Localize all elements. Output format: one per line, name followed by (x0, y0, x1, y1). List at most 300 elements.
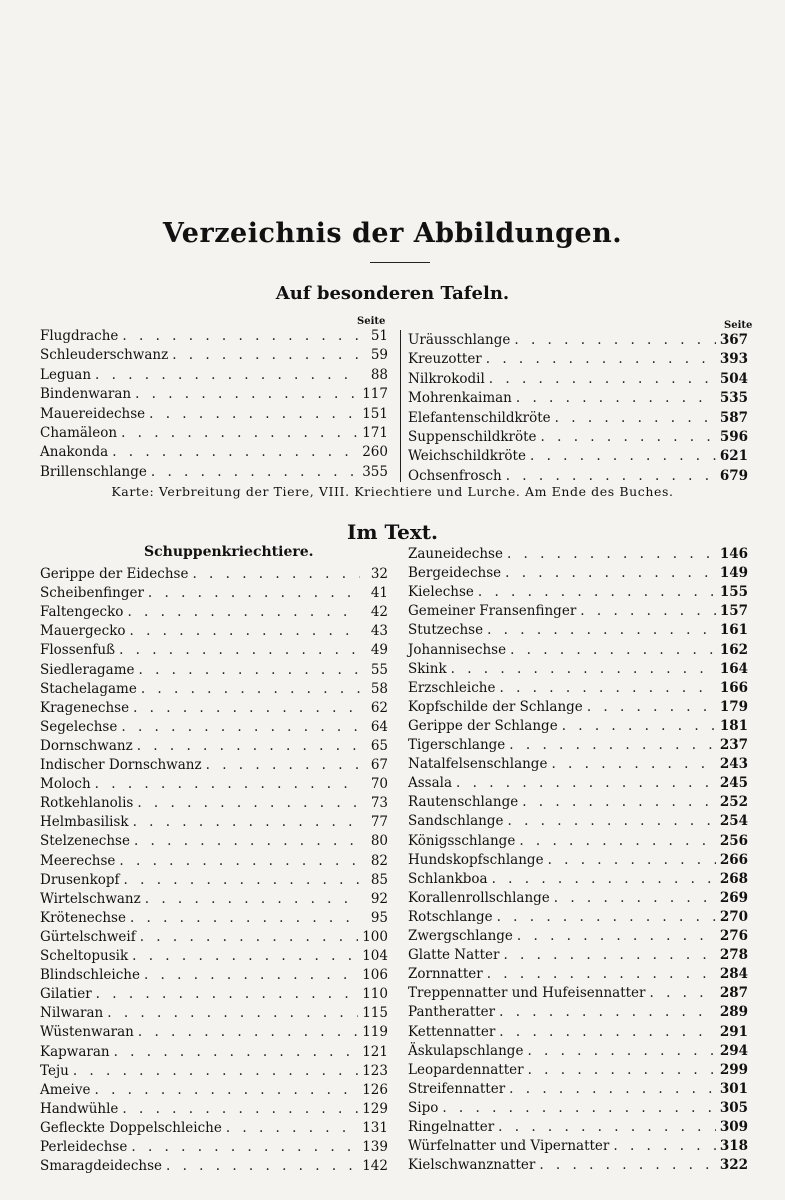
entry-label: Glatte Natter (408, 947, 500, 964)
entry-page-number: 309 (719, 1119, 748, 1135)
entry-page-number: 117 (362, 386, 388, 403)
entry-page-number: 621 (719, 448, 748, 465)
entry-page-number: 104 (362, 948, 388, 964)
entry-label: Schleuderschwanz (40, 347, 169, 364)
list-item (408, 1061, 748, 1080)
entry-label: Natalfelsenschlange (408, 756, 548, 773)
dot-leader (580, 602, 716, 621)
entry-page-number: 161 (719, 622, 748, 639)
entry-label: Wirtelschwanz (40, 890, 141, 907)
list-item (40, 603, 388, 622)
column-divider (400, 330, 401, 482)
entry-label: Kragenechse (40, 699, 130, 716)
list-item (408, 793, 748, 812)
entry-page-number: 318 (719, 1138, 748, 1155)
dot-leader (522, 793, 716, 812)
entry-label: Würfelnatter und Vipernatter (408, 1138, 610, 1155)
title-rule (370, 262, 430, 263)
entry-page-number: 65 (370, 737, 388, 754)
dot-leader (131, 1138, 358, 1157)
entry-label: Siedleragame (40, 661, 135, 678)
list-item (408, 1156, 748, 1175)
dot-leader (149, 405, 358, 424)
entry-label: Zwergschlange (408, 928, 513, 944)
entry-label: Elefantenschildkröte (408, 409, 551, 426)
entry-page-number: 64 (370, 718, 388, 735)
list-item (40, 775, 388, 794)
dot-leader (498, 1118, 716, 1137)
entry-page-number: 51 (370, 328, 388, 344)
entry-page-number: 106 (362, 967, 388, 984)
list-item (408, 870, 748, 889)
list-item (40, 985, 388, 1004)
dot-leader (510, 641, 716, 660)
list-item (40, 584, 388, 603)
dot-leader (503, 946, 715, 965)
dot-leader (121, 718, 360, 737)
entry-label: Dornschwanz (40, 737, 133, 754)
dot-leader (508, 812, 716, 831)
entry-page-number: 82 (370, 852, 388, 869)
entry-label: Streifennatter (408, 1080, 506, 1097)
entry-page-number: 115 (362, 1005, 388, 1022)
list-item (40, 1081, 388, 1100)
entry-page-number: 131 (362, 1119, 388, 1136)
entry-page-number: 252 (719, 794, 748, 811)
dot-leader (527, 1042, 715, 1061)
list-item (408, 927, 748, 946)
dot-leader (130, 622, 360, 641)
entry-page-number: 245 (719, 775, 748, 792)
entry-label: Gilatier (40, 986, 92, 1003)
entry-page-number: 322 (719, 1157, 748, 1174)
dot-leader (587, 698, 716, 717)
entry-label: Königsschlange (408, 832, 516, 849)
entry-label: Segelechse (40, 718, 118, 735)
entry-label: Rautenschlange (408, 794, 519, 811)
list-item (40, 565, 388, 584)
entry-label: Meerechse (40, 852, 116, 869)
list-item (40, 1004, 388, 1023)
dot-leader (137, 794, 360, 813)
entry-page-number: 110 (362, 986, 388, 1003)
entry-page-number: 41 (370, 585, 388, 602)
entry-page-number: 299 (719, 1061, 748, 1078)
entry-label: Leguan (40, 366, 92, 383)
entry-label: Scheltopusik (40, 948, 129, 964)
entry-page-number: 73 (370, 795, 388, 812)
dot-leader (649, 984, 715, 1003)
entry-label: Uräusschlange (408, 332, 511, 348)
entry-page-number: 58 (370, 680, 388, 697)
entry-label: Korallenrollschlange (408, 889, 550, 906)
entry-label: Moloch (40, 776, 91, 793)
entry-label: Scheibenfinger (40, 585, 144, 602)
dot-leader (172, 346, 360, 365)
list-item (408, 467, 748, 486)
dot-leader (206, 756, 360, 775)
entry-page-number: 80 (370, 833, 388, 850)
list-item (40, 966, 388, 985)
entry-label: Ameive (40, 1081, 91, 1098)
list-item (408, 736, 748, 755)
entry-label: Nilwaran (40, 1005, 104, 1022)
list-item (408, 812, 748, 831)
list-item (40, 463, 388, 482)
entry-page-number: 287 (719, 985, 748, 1002)
dot-leader (141, 680, 360, 699)
entry-label: Suppenschildkröte (408, 429, 537, 445)
entry-page-number: 67 (370, 757, 388, 773)
entry-page-number: 77 (370, 814, 388, 831)
text-heading: Im Text. (347, 520, 438, 544)
list-item (40, 1157, 388, 1176)
entry-label: Kettennatter (408, 1023, 496, 1040)
entry-page-number: 587 (719, 409, 748, 426)
list-item (40, 1043, 388, 1062)
dot-leader (137, 737, 360, 756)
list-item (408, 447, 748, 466)
entry-page-number: 301 (719, 1080, 748, 1097)
list-item (40, 1062, 388, 1081)
list-item (40, 718, 388, 737)
entry-page-number: 305 (719, 1099, 748, 1116)
entry-label: Chamäleon (40, 425, 118, 441)
entry-page-number: 62 (370, 699, 388, 716)
entry-label: Skink (408, 660, 447, 677)
entry-label: Blindschleiche (40, 967, 140, 984)
dot-leader (134, 832, 360, 851)
dot-leader (516, 389, 716, 408)
list-item (40, 832, 388, 851)
dot-leader (144, 966, 358, 985)
list-item (408, 851, 748, 870)
list-item (40, 699, 388, 718)
entry-page-number: 151 (362, 405, 388, 422)
list-item (408, 698, 748, 717)
entry-page-number: 121 (362, 1043, 388, 1060)
list-item (40, 1119, 388, 1138)
dot-leader (112, 443, 358, 462)
entry-label: Faltengecko (40, 604, 124, 621)
list-item (40, 385, 388, 404)
entry-page-number: 355 (362, 463, 388, 480)
entry-page-number: 123 (362, 1062, 388, 1079)
list-item (40, 443, 388, 462)
entry-label: Krötenechse (40, 909, 126, 926)
entry-page-number: 95 (370, 909, 388, 926)
list-item (40, 622, 388, 641)
dot-leader (119, 852, 360, 871)
entry-page-number: 254 (719, 813, 748, 830)
list-item (40, 641, 388, 660)
list-item (408, 389, 748, 408)
entry-label: Helmbasilisk (40, 814, 129, 831)
entry-page-number: 32 (370, 566, 388, 582)
list-item (40, 346, 388, 365)
entry-page-number: 59 (370, 347, 388, 364)
entry-page-number: 129 (362, 1100, 388, 1117)
entry-label: Brillenschlange (40, 463, 147, 480)
dot-leader (499, 1003, 716, 1022)
map-note: Karte: Verbreitung der Tiere, VIII. Kriechtiere und Lurche. Am Ende des Buches. (111, 484, 674, 499)
list-item (408, 889, 748, 908)
entry-label: Kopfschilde der Schlange (408, 698, 583, 715)
list-item (408, 409, 748, 428)
dot-leader (148, 584, 360, 603)
entry-page-number: 179 (719, 698, 748, 715)
list-item (40, 871, 388, 890)
entry-page-number: 155 (719, 584, 748, 601)
entry-label: Zauneidechse (408, 546, 503, 562)
dot-leader (138, 1023, 358, 1042)
dot-leader (530, 447, 716, 466)
list-item (408, 660, 748, 679)
dot-leader (132, 947, 358, 966)
dot-leader (96, 985, 359, 1004)
entry-label: Handwühle (40, 1100, 119, 1117)
entry-label: Äskulapschlange (408, 1042, 524, 1059)
entry-page-number: 164 (719, 660, 748, 677)
entry-page-number: 289 (719, 1004, 748, 1021)
dot-leader (456, 774, 716, 793)
entry-page-number: 243 (719, 756, 748, 773)
dot-leader (107, 1004, 358, 1023)
list-item (408, 774, 748, 793)
list-item (408, 717, 748, 736)
entry-label: Kielechse (408, 584, 474, 601)
entry-page-number: 85 (370, 871, 388, 888)
list-item (40, 1138, 388, 1157)
dot-leader (514, 331, 715, 350)
entry-page-number: 278 (719, 947, 748, 964)
dot-leader (548, 851, 716, 870)
entry-label: Hundskopfschlange (408, 851, 544, 868)
entry-label: Mauereidechse (40, 405, 146, 422)
dot-leader (487, 621, 716, 640)
entry-page-number: 268 (719, 870, 748, 887)
list-item (408, 641, 748, 660)
entry-page-number: 276 (719, 928, 748, 944)
list-item (408, 679, 748, 698)
seite-label-left: Seite (357, 316, 386, 327)
entry-page-number: 70 (370, 776, 388, 793)
entry-page-number: 270 (719, 908, 748, 925)
entry-label: Drusenkopf (40, 871, 120, 888)
entry-page-number: 294 (719, 1042, 748, 1059)
entry-page-number: 49 (370, 642, 388, 659)
entry-label: Zornnatter (408, 966, 483, 983)
dot-leader (166, 1157, 358, 1176)
entry-label: Gerippe der Schlange (408, 717, 558, 734)
list-item (408, 621, 748, 640)
dot-leader (541, 428, 716, 447)
dot-leader (73, 1062, 358, 1081)
dot-leader (119, 641, 360, 660)
entry-label: Assala (408, 775, 453, 792)
list-item (408, 1080, 748, 1099)
entry-label: Erzschleiche (408, 679, 496, 696)
page-title: Verzeichnis der Abbildungen. (162, 218, 623, 249)
dot-leader (122, 1100, 358, 1119)
dot-leader (509, 736, 716, 755)
dot-leader (554, 889, 716, 908)
entry-page-number: 256 (719, 832, 748, 849)
list-item (40, 661, 388, 680)
list-item (408, 946, 748, 965)
entry-page-number: 269 (719, 889, 748, 906)
dot-leader (95, 775, 360, 794)
dot-leader (492, 870, 716, 889)
entry-label: Ringelnatter (408, 1119, 495, 1135)
dot-leader (145, 890, 360, 909)
entry-label: Gürtelschweif (40, 928, 136, 945)
entry-page-number: 291 (719, 1023, 748, 1040)
entry-page-number: 88 (370, 366, 388, 383)
dot-leader (442, 1099, 715, 1118)
dot-leader (133, 813, 360, 832)
entry-page-number: 92 (370, 890, 388, 907)
dot-leader (151, 463, 358, 482)
entry-label: Sipo (408, 1099, 439, 1116)
entry-label: Wüstenwaran (40, 1024, 134, 1041)
dot-leader (507, 545, 716, 564)
dot-leader (509, 1080, 716, 1099)
entry-page-number: 237 (719, 737, 748, 753)
list-item (40, 928, 388, 947)
entry-label: Kreuzotter (408, 351, 482, 368)
entry-page-number: 139 (362, 1139, 388, 1155)
seite-label-right: Seite (724, 320, 753, 331)
list-item (408, 1099, 748, 1118)
dot-leader (122, 327, 360, 346)
entry-label: Gerippe der Eidechse (40, 566, 189, 582)
entry-label: Sandschlange (408, 813, 504, 830)
list-item (408, 545, 748, 564)
entry-label: Mohrenkaiman (408, 390, 512, 407)
dot-leader (539, 1156, 715, 1175)
entry-label: Weichschildkröte (408, 448, 526, 465)
dot-leader (499, 1023, 716, 1042)
list-item (40, 737, 388, 756)
entry-label: Stachelagame (40, 680, 137, 697)
list-item (40, 813, 388, 832)
dot-leader (497, 908, 716, 927)
list-item (408, 1003, 748, 1022)
dot-leader (127, 603, 360, 622)
entry-label: Treppennatter und Hufeisennatter (408, 985, 646, 1002)
list-item (408, 908, 748, 927)
entry-label: Flugdrache (40, 328, 119, 344)
list-item (40, 1023, 388, 1042)
entry-label: Teju (40, 1062, 69, 1079)
list-item (408, 1023, 748, 1042)
dot-leader (133, 699, 360, 718)
dot-leader (519, 832, 716, 851)
list-item (408, 331, 748, 350)
dot-leader (124, 871, 360, 890)
dot-leader (487, 965, 716, 984)
entry-page-number: 42 (370, 604, 388, 621)
dot-leader (451, 660, 716, 679)
entry-page-number: 535 (719, 390, 748, 407)
dot-leader (489, 370, 716, 389)
dot-leader (95, 366, 360, 385)
list-item (408, 1042, 748, 1061)
dot-leader (94, 1081, 358, 1100)
entry-page-number: 266 (719, 851, 748, 868)
list-item (408, 965, 748, 984)
list-item (408, 602, 748, 621)
entry-label: Nilkrokodil (408, 370, 485, 387)
entry-label: Schlankboa (408, 870, 488, 887)
entry-page-number: 166 (719, 679, 748, 696)
entry-label: Pantheratter (408, 1004, 496, 1021)
dot-leader (517, 927, 716, 946)
entry-label: Gefleckte Doppelschleiche (40, 1119, 222, 1136)
dot-leader (192, 565, 360, 584)
dot-leader (130, 909, 360, 928)
entry-page-number: 162 (719, 641, 748, 658)
list-item (40, 327, 388, 346)
entry-label: Mauergecko (40, 623, 126, 640)
list-item (40, 405, 388, 424)
entry-label: Flossenfuß (40, 642, 116, 659)
list-item (40, 366, 388, 385)
entry-label: Stelzenechse (40, 833, 130, 850)
entry-page-number: 367 (719, 332, 748, 348)
entry-page-number: 55 (370, 661, 388, 678)
entry-page-number: 157 (719, 603, 748, 620)
entry-label: Kapwaran (40, 1043, 110, 1060)
dot-leader (478, 583, 716, 602)
dot-leader (506, 467, 716, 486)
list-item (408, 583, 748, 602)
list-item (408, 984, 748, 1003)
entry-page-number: 284 (719, 966, 748, 983)
list-item (408, 755, 748, 774)
entry-label: Smaragdeidechse (40, 1158, 162, 1175)
entry-page-number: 171 (362, 425, 388, 441)
list-item (40, 794, 388, 813)
entry-label: Tigerschlange (408, 737, 506, 753)
text-subheading: Schuppenkriechtiere. (144, 544, 314, 560)
dot-leader (555, 409, 716, 428)
dot-leader (528, 1061, 716, 1080)
entry-label: Stutzechse (408, 622, 484, 639)
entry-label: Johannisechse (408, 641, 507, 658)
entry-page-number: 142 (362, 1158, 388, 1175)
entry-page-number: 119 (362, 1024, 388, 1041)
dot-leader (551, 755, 715, 774)
entry-page-number: 181 (719, 717, 748, 734)
list-item (40, 890, 388, 909)
list-item (408, 428, 748, 447)
list-item (40, 756, 388, 775)
list-item (40, 947, 388, 966)
list-item (40, 424, 388, 443)
dot-leader (139, 661, 361, 680)
list-item (408, 350, 748, 369)
entry-label: Bergeidechse (408, 565, 502, 582)
entry-label: Anakonda (40, 444, 109, 461)
dot-leader (140, 928, 359, 947)
entry-page-number: 260 (362, 444, 388, 461)
entry-page-number: 146 (719, 546, 748, 562)
dot-leader (226, 1119, 358, 1138)
dot-leader (121, 424, 358, 443)
entry-page-number: 393 (719, 351, 748, 368)
